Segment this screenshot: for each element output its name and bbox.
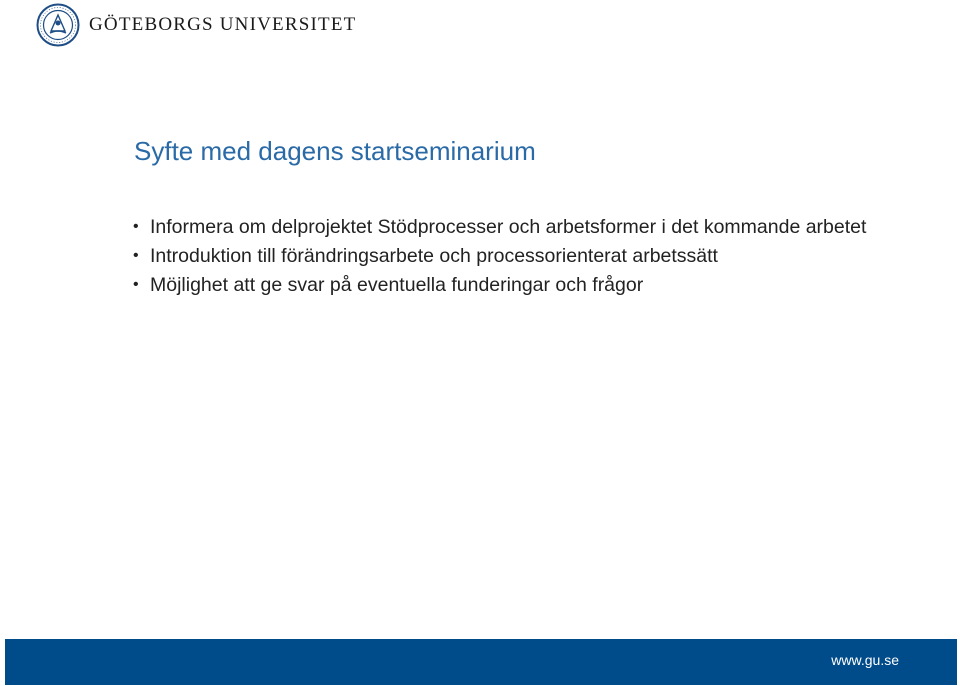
header [36,2,356,48]
bullet-item: • Informera om delprojektet Stödprocesser och arbetsformer i det kommande arbetet [133,214,893,240]
footer-url: www.gu.se [831,652,899,668]
footer-bar [5,639,957,685]
bullet-item: • Möjlighet att ge svar på eventuella funderingar och frågor [133,272,893,298]
bullet-item: • Introduktion till förändringsarbete och processorienterat arbetssätt [133,243,893,269]
bullet-list [133,214,893,301]
university-name: GÖTEBORGS UNIVERSITET [89,14,357,35]
slide-title: Syfte med dagens startseminarium [134,136,536,166]
university-seal-icon [36,3,80,47]
